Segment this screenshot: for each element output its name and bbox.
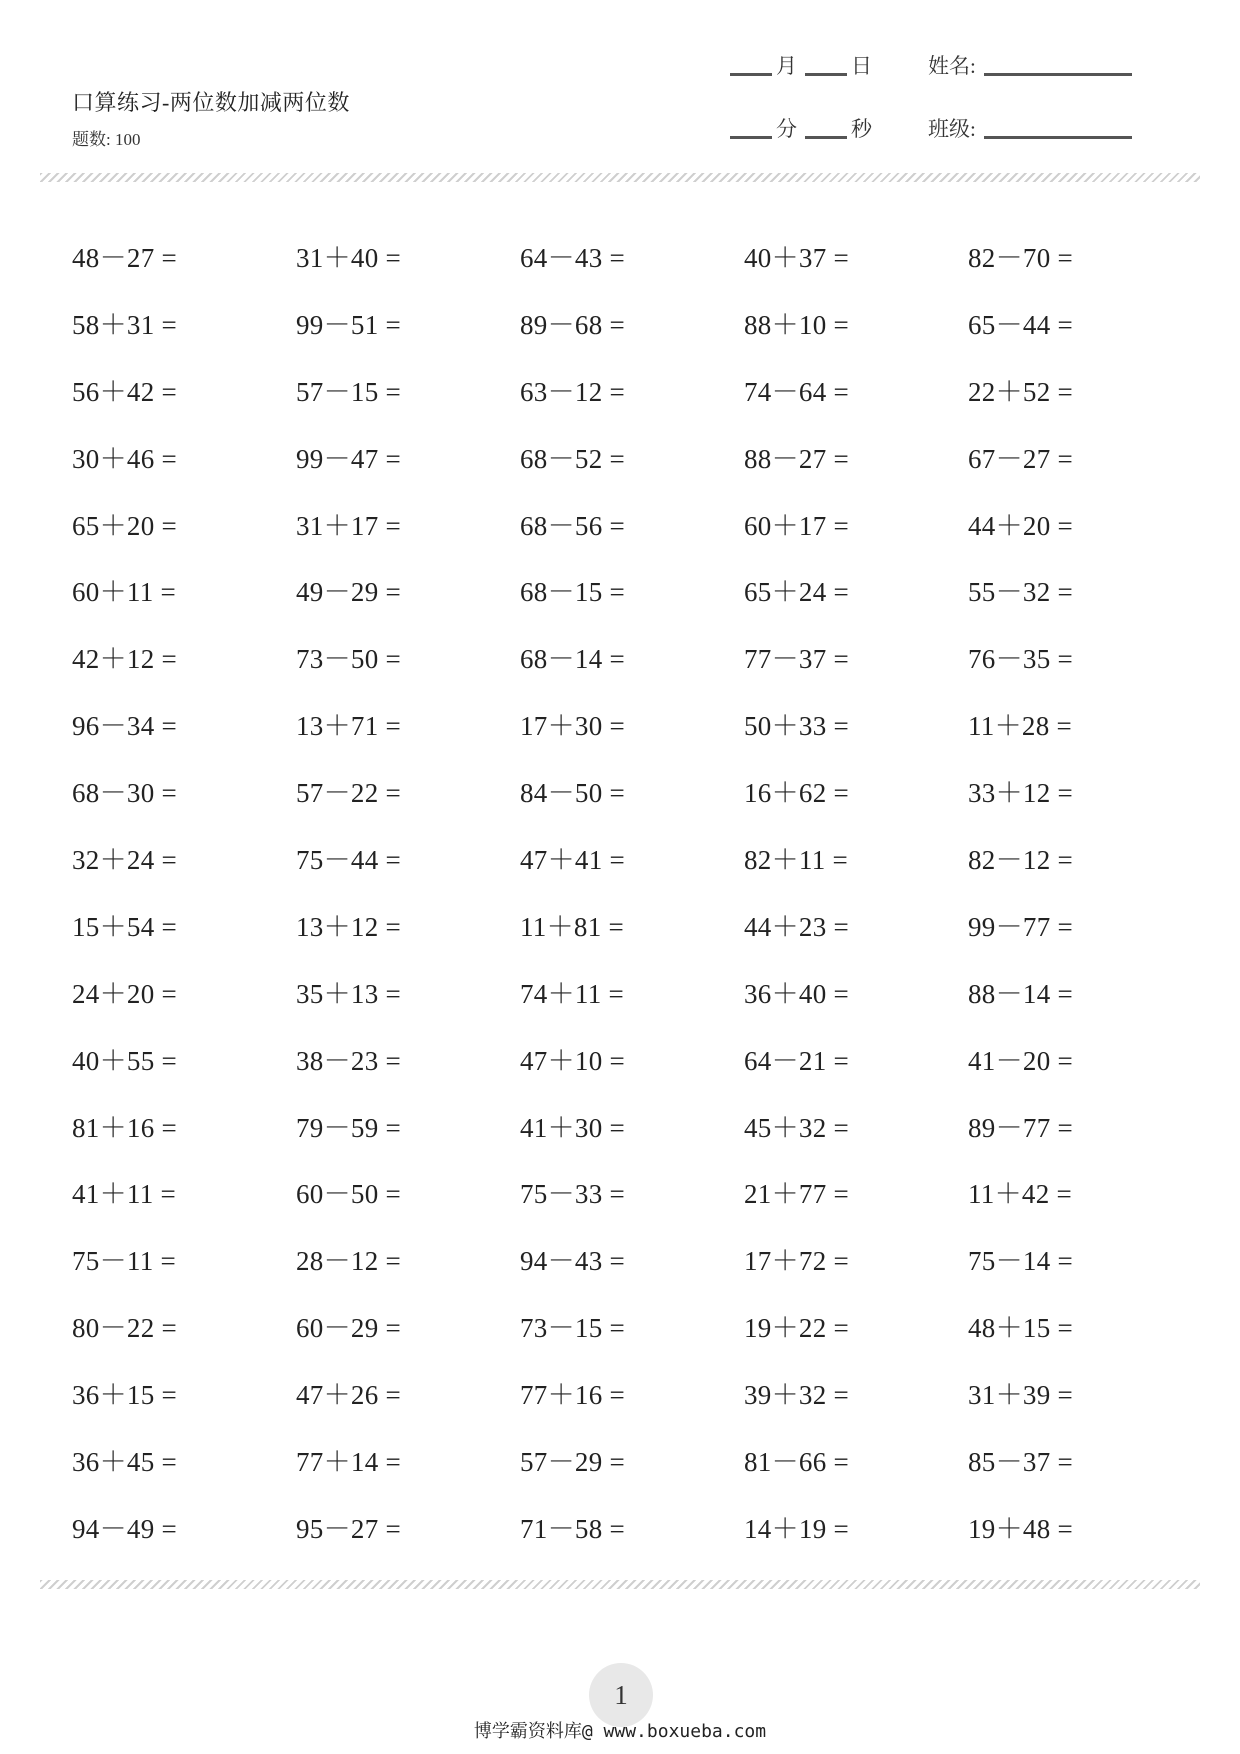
problem-item: 88－27 =: [744, 443, 850, 474]
problem-row: [72, 1158, 1192, 1225]
problem-item: 24＋20 =: [72, 978, 178, 1009]
class-label: 班级:: [928, 117, 976, 141]
problem-item: 45＋32 =: [744, 1112, 850, 1143]
problem-item: 57－22 =: [296, 778, 402, 809]
problem-item: 58＋31 =: [72, 309, 178, 340]
problem-row: [72, 824, 1192, 891]
problem-item: 94－49 =: [72, 1513, 178, 1544]
problem-item: 40＋37 =: [744, 242, 850, 273]
problem-item: 31＋39 =: [968, 1380, 1074, 1411]
problem-row: [72, 690, 1192, 757]
worksheet-title: 口算练习-两位数加减两位数: [72, 90, 350, 115]
problem-item: 65＋24 =: [744, 577, 850, 608]
problem-item: 19＋22 =: [744, 1313, 850, 1344]
problem-row: [72, 490, 1192, 557]
problem-item: 44＋20 =: [968, 510, 1074, 541]
problem-item: 41＋30 =: [520, 1112, 626, 1143]
problem-item: 49－29 =: [296, 577, 402, 608]
problem-item: 68－14 =: [520, 644, 626, 675]
problem-row: [72, 891, 1192, 958]
problem-item: 89－77 =: [968, 1112, 1074, 1143]
problem-item: 75－14 =: [968, 1246, 1074, 1277]
problem-item: 68－15 =: [520, 577, 626, 608]
problem-item: 68－52 =: [520, 443, 626, 474]
problem-item: 75－33 =: [520, 1179, 626, 1210]
problem-item: 48－27 =: [72, 242, 178, 273]
problem-row: [72, 623, 1192, 690]
problem-row: [72, 423, 1192, 490]
problem-row: [72, 1292, 1192, 1359]
problem-item: 50＋33 =: [744, 711, 850, 742]
problem-row: [72, 958, 1192, 1025]
problem-item: 31＋17 =: [296, 510, 402, 541]
problem-item: 19＋48 =: [968, 1513, 1074, 1544]
problem-item: 88－14 =: [968, 978, 1074, 1009]
problem-row: [72, 1025, 1192, 1092]
problem-item: 73－15 =: [520, 1313, 626, 1344]
problem-item: 15＋54 =: [72, 911, 178, 942]
problem-item: 11＋28 =: [968, 711, 1073, 742]
problem-item: 47＋10 =: [520, 1045, 626, 1076]
problem-item: 74－64 =: [744, 376, 850, 407]
problem-grid: [72, 222, 1192, 1560]
problem-item: 95－27 =: [296, 1513, 402, 1544]
problem-item: 36＋40 =: [744, 978, 850, 1009]
problem-item: 30＋46 =: [72, 443, 178, 474]
problem-item: 65＋20 =: [72, 510, 178, 541]
worksheet-header: [72, 86, 350, 150]
problem-item: 16＋62 =: [744, 778, 850, 809]
top-divider: [40, 173, 1200, 182]
problem-row: [72, 1493, 1192, 1560]
problem-item: 42＋12 =: [72, 644, 178, 675]
problem-row: [72, 289, 1192, 356]
problem-item: 68－56 =: [520, 510, 626, 541]
second-label: 秒: [851, 117, 872, 141]
problem-row: [72, 222, 1192, 289]
problem-item: 99－77 =: [968, 911, 1074, 942]
problem-item: 36＋45 =: [72, 1446, 178, 1477]
problem-item: 82＋11 =: [744, 844, 849, 875]
problem-item: 60＋11 =: [72, 577, 177, 608]
problem-item: 17＋30 =: [520, 711, 626, 742]
problem-item: 36＋15 =: [72, 1380, 178, 1411]
problem-item: 48＋15 =: [968, 1313, 1074, 1344]
problem-item: 60－29 =: [296, 1313, 402, 1344]
problem-item: 55－32 =: [968, 577, 1074, 608]
problem-item: 31＋40 =: [296, 242, 402, 273]
name-label: 姓名:: [928, 54, 976, 78]
problem-row: [72, 556, 1192, 623]
problem-item: 11＋81 =: [520, 911, 625, 942]
problem-row: [72, 1092, 1192, 1159]
problem-item: 85－37 =: [968, 1446, 1074, 1477]
problem-item: 67－27 =: [968, 443, 1074, 474]
bottom-divider: [40, 1580, 1200, 1589]
problem-item: 11＋42 =: [968, 1179, 1073, 1210]
problem-item: 73－50 =: [296, 644, 402, 675]
name-blank[interactable]: [984, 73, 1132, 76]
footer-watermark: 博学霸资料库@ www.boxueba.com: [473, 1721, 767, 1742]
problem-item: 38－23 =: [296, 1045, 402, 1076]
problem-item: 33＋12 =: [968, 778, 1074, 809]
problem-item: 56＋42 =: [72, 376, 178, 407]
problem-row: [72, 757, 1192, 824]
problem-item: 88＋10 =: [744, 309, 850, 340]
problem-item: 22＋52 =: [968, 376, 1074, 407]
problem-item: 89－68 =: [520, 309, 626, 340]
name-field: [928, 50, 1136, 80]
problem-item: 75－11 =: [72, 1246, 177, 1277]
problem-item: 71－58 =: [520, 1513, 626, 1544]
problem-item: 13＋12 =: [296, 911, 402, 942]
month-blank[interactable]: [730, 73, 772, 76]
problem-item: 68－30 =: [72, 778, 178, 809]
problem-item: 75－44 =: [296, 844, 402, 875]
problem-item: 96－34 =: [72, 711, 178, 742]
problem-item: 74＋11 =: [520, 978, 625, 1009]
day-blank[interactable]: [805, 73, 847, 76]
problem-item: 39＋32 =: [744, 1380, 850, 1411]
problem-item: 47＋41 =: [520, 844, 626, 875]
day-label: 日: [851, 54, 872, 78]
problem-item: 65－44 =: [968, 309, 1074, 340]
problem-item: 84－50 =: [520, 778, 626, 809]
problem-item: 13＋71 =: [296, 711, 402, 742]
problem-item: 41－20 =: [968, 1045, 1074, 1076]
problem-item: 80－22 =: [72, 1313, 178, 1344]
problem-item: 76－35 =: [968, 644, 1074, 675]
problem-item: 57－15 =: [296, 376, 402, 407]
problem-item: 81＋16 =: [72, 1112, 178, 1143]
problem-item: 32＋24 =: [72, 844, 178, 875]
problem-item: 41＋11 =: [72, 1179, 177, 1210]
problem-item: 99－47 =: [296, 443, 402, 474]
problem-item: 21＋77 =: [744, 1179, 850, 1210]
class-blank[interactable]: [984, 136, 1132, 139]
problem-row: [72, 1359, 1192, 1426]
problem-item: 77－37 =: [744, 644, 850, 675]
problem-item: 82－70 =: [968, 242, 1074, 273]
problem-item: 17＋72 =: [744, 1246, 850, 1277]
second-blank[interactable]: [805, 136, 847, 139]
month-label: 月: [776, 54, 797, 78]
class-field: [928, 113, 1136, 143]
problem-item: 60－50 =: [296, 1179, 402, 1210]
problem-item: 28－12 =: [296, 1246, 402, 1277]
problem-count: 题数: 100: [72, 130, 141, 149]
problem-item: 44＋23 =: [744, 911, 850, 942]
problem-item: 35＋13 =: [296, 978, 402, 1009]
problem-item: 64－43 =: [520, 242, 626, 273]
problem-item: 77＋14 =: [296, 1446, 402, 1477]
problem-item: 77＋16 =: [520, 1380, 626, 1411]
problem-item: 64－21 =: [744, 1045, 850, 1076]
problem-item: 14＋19 =: [744, 1513, 850, 1544]
problem-row: [72, 1426, 1192, 1493]
problem-item: 99－51 =: [296, 309, 402, 340]
problem-item: 60＋17 =: [744, 510, 850, 541]
problem-item: 94－43 =: [520, 1246, 626, 1277]
problem-item: 57－29 =: [520, 1446, 626, 1477]
problem-item: 82－12 =: [968, 844, 1074, 875]
problem-row: [72, 356, 1192, 423]
problem-item: 40＋55 =: [72, 1045, 178, 1076]
problem-item: 81－66 =: [744, 1446, 850, 1477]
problem-item: 47＋26 =: [296, 1380, 402, 1411]
problem-item: 79－59 =: [296, 1112, 402, 1143]
minute-blank[interactable]: [730, 136, 772, 139]
problem-item: 63－12 =: [520, 376, 626, 407]
minute-label: 分: [776, 117, 797, 141]
time-field: [726, 113, 872, 143]
date-field: [726, 50, 872, 80]
page-number: 1: [589, 1663, 653, 1727]
problem-row: [72, 1225, 1192, 1292]
